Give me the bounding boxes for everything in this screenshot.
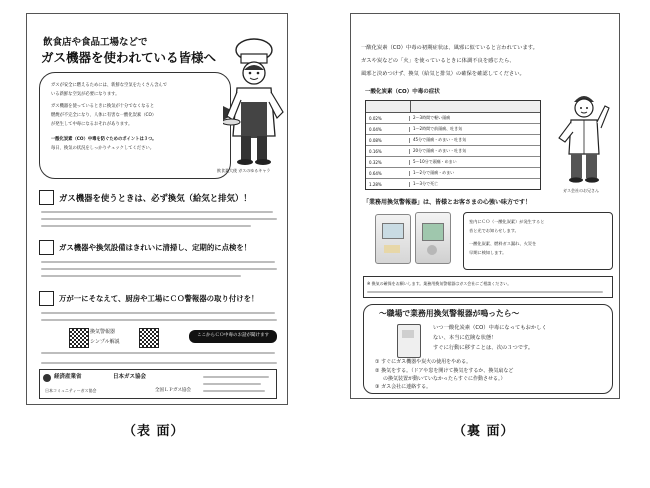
qr2-label: シンプル解説: [90, 339, 120, 345]
symptom-table: [365, 100, 541, 190]
text-line: [203, 383, 261, 385]
front-header-line1: 飲食店や食品工場などで: [43, 37, 148, 48]
detector-device-image: [375, 214, 411, 264]
bubble-line: 毎日、換気の状況をしっかりチェックしてください。: [51, 146, 154, 151]
table-cell: 0.64%: [366, 171, 410, 176]
detector-point: 早期に検知します。: [469, 250, 507, 255]
table-row: [366, 179, 540, 189]
front-header-title: ガス機器を使われている皆様へ: [41, 50, 217, 65]
detector-point: 一酸化炭素、燃料ガス漏れ、火災を: [469, 241, 537, 246]
text-line: [203, 376, 269, 378]
text-line: [41, 319, 277, 321]
section3-title: 万が一にそなえて、厨房や工場にＣＯ警報器の取り付けを！: [59, 294, 259, 303]
text-line: [41, 352, 275, 354]
table-row: [366, 135, 540, 146]
front-caption: （表 面）: [123, 424, 185, 439]
footer-org4: 日本コミュニティーガス協会: [45, 388, 97, 393]
alarm-line: いつ一酸化炭素（CO）中毒になってもおかしく: [433, 325, 547, 331]
text-line: [41, 261, 275, 263]
table-cell: 1〜2時間で前頭痛、吐き気: [413, 126, 463, 131]
text-line: [41, 312, 275, 314]
bubble-line: 燃焼が不完全になり、人体に有害な一酸化炭素（CO）: [51, 113, 157, 118]
qr-code: [69, 328, 89, 348]
action-item: ② 換気をする。（ドアや窓を開けて換気をするか、換気扇など: [375, 368, 514, 374]
worker-caption: ガス会社のお兄さん: [563, 188, 599, 193]
table-row: [366, 168, 540, 179]
back-side-page: [350, 13, 620, 399]
back-caption: （裏 面）: [453, 424, 515, 439]
table-cell: 1〜3分で死亡: [413, 181, 439, 186]
detector-device-image: [415, 212, 451, 264]
bubble-line: ガスが安全に燃えるためには、新鮮な空気をたくさん含んで: [51, 83, 168, 88]
text-line: [41, 225, 251, 227]
note-text: ※ 換気の確保をお願いします。業務用換気警報器はガス会社にご相談ください。: [367, 281, 512, 286]
action-item: ① すぐにガス機器や炭火の使用をやめる。: [375, 359, 472, 365]
section1-title: ガス機器を使うときは、必ず換気（給気と排気）！: [59, 193, 252, 203]
table-row: [366, 124, 540, 135]
table-cell: 5〜10分で頭痛・めまい: [413, 159, 457, 164]
table-cell: 0.32%: [366, 160, 410, 165]
alarm-line: ない、本当に危険な状態！: [433, 335, 497, 341]
text-line: [203, 390, 265, 392]
bubble-line: ガス機器を使っているときに換気が十分でなくなると: [51, 104, 155, 109]
footer-org1: 経済産業省: [54, 374, 82, 380]
table-row: [366, 146, 540, 157]
table-cell: 2〜3時間で軽い頭痛: [413, 115, 451, 120]
chef-caption: 飲食業大使 ガスのゆるキャラ: [217, 168, 271, 173]
symptom-table-title: 一酸化炭素（CO）中毒の症状: [365, 89, 440, 95]
bubble-line: いる新鮮な空気が必要になります。: [51, 92, 120, 97]
table-cell: 0.02%: [366, 116, 410, 121]
note-box: [363, 276, 613, 298]
bubble-line: 一酸化炭素（CO）中毒を防ぐためのポイントは３つ。: [51, 137, 157, 142]
text-line: [41, 275, 241, 277]
section2-title: ガス機器や換気設備はきれいに清掃し、定期的に点検を！: [59, 243, 252, 252]
table-cell: 0.04%: [366, 127, 410, 132]
gas-worker-illustration: [557, 92, 611, 186]
back-intro-line: 一酸化炭素（CO）中毒の初期症状は、風邪に似ていると言われています。: [361, 45, 538, 51]
table-cell: 45分で頭痛・めまい・吐き気: [413, 137, 467, 142]
action-item: の換気装置が動いていなかったらすぐに作動させる。）: [383, 376, 506, 382]
alarm-title: 〜職場で業務用換気警報器が鳴ったら〜: [379, 309, 520, 318]
text-line: [41, 362, 277, 364]
footer-org3: 全国ＬＰガス協会: [155, 388, 191, 393]
qr-code: [139, 328, 159, 348]
footer-org2: 日本ガス協会: [113, 374, 147, 380]
action-item: ③ ガス会社に連絡する。: [375, 384, 432, 390]
front-side-page: [26, 13, 288, 405]
text-line: [41, 268, 277, 270]
bubble-line: が発生して中毒になるおそれがあります。: [51, 122, 133, 127]
table-cell: 20分で頭痛・めまい・吐き気: [413, 148, 467, 153]
checkbox-3: [39, 291, 54, 306]
alarm-device-image: [397, 324, 421, 358]
table-cell: 0.08%: [366, 138, 410, 143]
back-intro-line: ガスや炭などの「火」を使っているときに体調不良を感じたら、: [361, 58, 515, 64]
table-row: [366, 157, 540, 168]
ministry-logo-icon: [43, 374, 51, 382]
table-row: [366, 113, 540, 124]
table-cell: 1.28%: [366, 182, 410, 187]
table-cell: 0.16%: [366, 149, 410, 154]
alarm-line: すぐに行動に移すことは、次の３つです。: [433, 345, 534, 351]
banner-text: ここからＣＯ中毒のお話が聞けます: [197, 333, 269, 338]
qr1-label: 換気警報器: [90, 329, 116, 335]
text-line: [41, 218, 277, 220]
detector-title: 「業務用換気警報器」は、皆様とお客さまの心強い味方です！: [363, 199, 532, 206]
checkbox-1: [39, 190, 54, 205]
detector-point: 室内にＣＯ（一酸化炭素）が発生すると: [469, 219, 545, 224]
checkbox-2: [39, 240, 54, 255]
table-cell: 1〜2分で頭痛・めまい: [413, 170, 455, 175]
chef-illustration: [223, 36, 285, 166]
text-line: [367, 291, 603, 293]
detector-point: 音と光でお知らせします。: [469, 228, 519, 233]
back-intro-line: 風邪と決めつけず、換気（給気と排気）の確保を確認してください。: [361, 71, 525, 77]
text-line: [41, 211, 273, 213]
